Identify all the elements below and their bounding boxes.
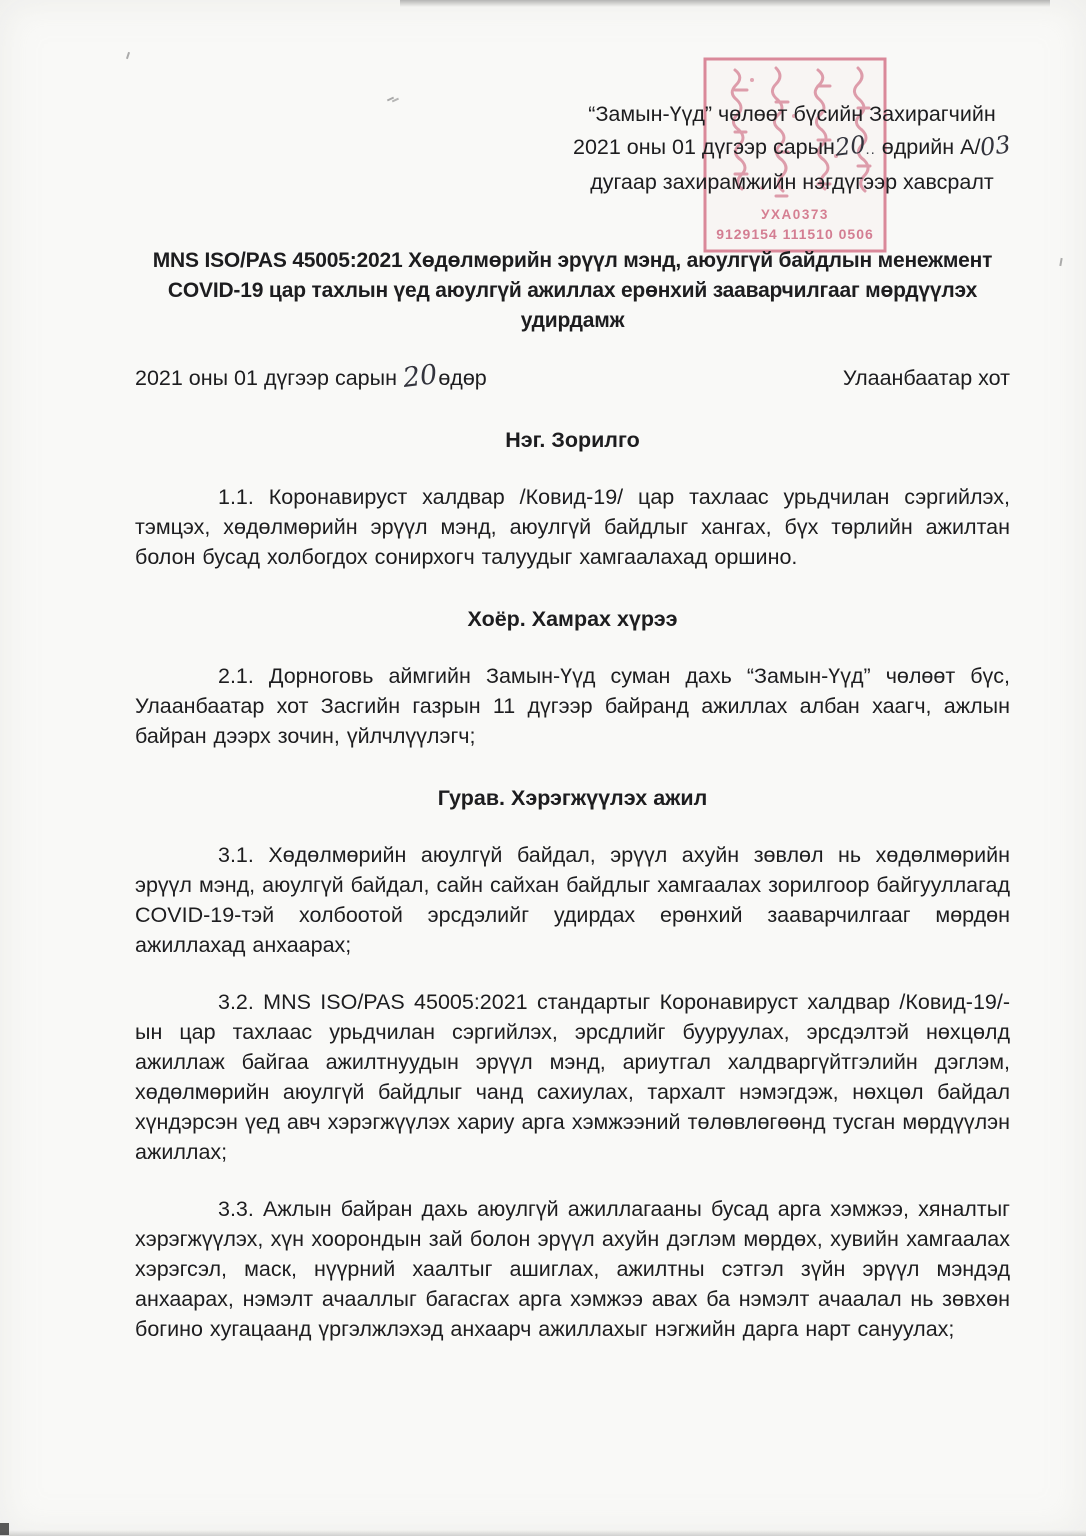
header-decree-prefix: өдрийн А/ bbox=[875, 135, 981, 159]
scan-corner-mark bbox=[0, 1523, 9, 1535]
handwritten-day: 20 bbox=[833, 130, 868, 162]
date-suffix: өдөр bbox=[438, 366, 487, 390]
document-date bbox=[135, 359, 487, 394]
handwritten-day: 20 bbox=[401, 359, 440, 394]
dotted-blank: .. bbox=[865, 141, 876, 158]
handwritten-decree-number: 03 bbox=[978, 130, 1013, 162]
stamp-code: УХА0373 bbox=[761, 207, 829, 222]
section-heading-3: Гурав. Хэрэгжүүлэх ажил bbox=[437, 786, 708, 810]
document-content bbox=[135, 0, 1013, 1344]
title-line-1: MNS ISO/PAS 45005:2021 Хөдөлмөрийн эрүүл мэнд, аюулгүй байдлын менежмент bbox=[152, 249, 993, 272]
document-city: Улаанбаатар хот bbox=[842, 366, 1010, 390]
paragraph-3-1: 3.1. Хөдөлмөрийн аюулгүй байдал, эрүүл ахуйн зөвлөл нь хөдөлмөрийн эрүүл мэнд, аюулгүй байдал, сайн сайхан байдлыг хамгаалах зорилгоор байгууллагад COVID-19-тэй холбоотой эрсдэлийг удирдах ерөнхий зааварчилгааг мөрдөн ажиллахад анхаарах; bbox=[135, 843, 1010, 957]
paragraph-2-1: 2.1. Дорноговь аймгийн Замын-Үүд суман дахь “Замын-Үүд” чөлөөт бүс, Улаанбаатар хот Засгийн газрын 11 дүгээр байранд ажиллах албан хаагч, ажлын байран дээрх зочин, үйлчлүүлэгч; bbox=[135, 664, 1010, 748]
header-date-printed: 2021 оны 01 дүгээр сарын bbox=[572, 135, 835, 159]
header-line-1: “Замын-Үүд” чөлөөт бүсийн Захирагчийн bbox=[588, 102, 996, 126]
paragraph-3-2: 3.2. MNS ISO/PAS 45005:2021 стандартыг Коронавируст халдвар /Ковид-19/-ын цар тахлаас урьдчилан сэргийлэх, эрсдлийг бууруулах, эрсдэлтэй нөхцөлд ажиллаж байгаа ажилтнуудын эрүүл мэнд, ариутгал халдваргүйтгэлийн дэглэм, хөдөлмөрийн аюулгүй байдлыг чанд сахиулах, тархалт нэмэгдэж, нөхцөл байдал хүндэрсэн үед авч хэрэгжүүлэх хариу арга хэмжээний төлөвлөгөөнд тусган мөрдүүлэн ажиллах; bbox=[135, 990, 1010, 1164]
date-printed-part: 2021 оны 01 дүгээр сарын bbox=[135, 366, 397, 390]
scan-edge-shadow-bottom bbox=[0, 1530, 1086, 1536]
stamp-serial-number: 9129154 111510 0506 bbox=[716, 226, 874, 242]
section-heading-2: Хоёр. Хамрах хүрээ bbox=[467, 607, 678, 631]
title-line-2: COVID-19 цар тахлын үед аюулгүй ажиллах ерөнхий зааварчилгааг мөрдүүлэх bbox=[167, 279, 978, 302]
section-heading-1: Нэг. Зорилго bbox=[505, 428, 640, 452]
scan-speck bbox=[1059, 258, 1062, 266]
paragraph-1-1: 1.1. Коронавируст халдвар /Ковид-19/ цар тахлаас урьдчилан сэргийлэх, тэмцэх, хөдөлмөрийн эрүүл мэнд, аюулгүй байдлыг хангах, бүх төрлийн ажилтан болон бусад холбогдох сонирхогч талуудыг хамгаалахад оршино. bbox=[135, 485, 1010, 569]
title-line-3: удирдамж bbox=[520, 309, 625, 332]
paragraph-3-3: 3.3. Ажлын байран дахь аюулгүй ажиллагааны бусад арга хэмжээ, хяналтыг хэрэгжүүлэх, хүн хоорондын зай болон эрүүл ахуйн дэглэм мөрдөх, хувийн хамгаалах хэрэгсэл, маск, нүүрний хаалтыг ашиглах, ажилтны сэтгэл зүйн эрүүл мэндэд анхаарах, нэмэлт ачааллыг багасгах арга хэмжээ авах ба нэмэлт ачаалал нь зөвхөн богино хугацаанд үргэлжлэхэд анхаарч ажиллахыг нэгжийн дарга нарт сануулах; bbox=[135, 1197, 1010, 1341]
document-title bbox=[135, 246, 1010, 336]
date-and-city-line bbox=[135, 359, 1010, 394]
scan-speck bbox=[126, 52, 130, 59]
header-line-3: дугаар захирамжийн нэгдүгээр хавсралт bbox=[590, 170, 994, 194]
